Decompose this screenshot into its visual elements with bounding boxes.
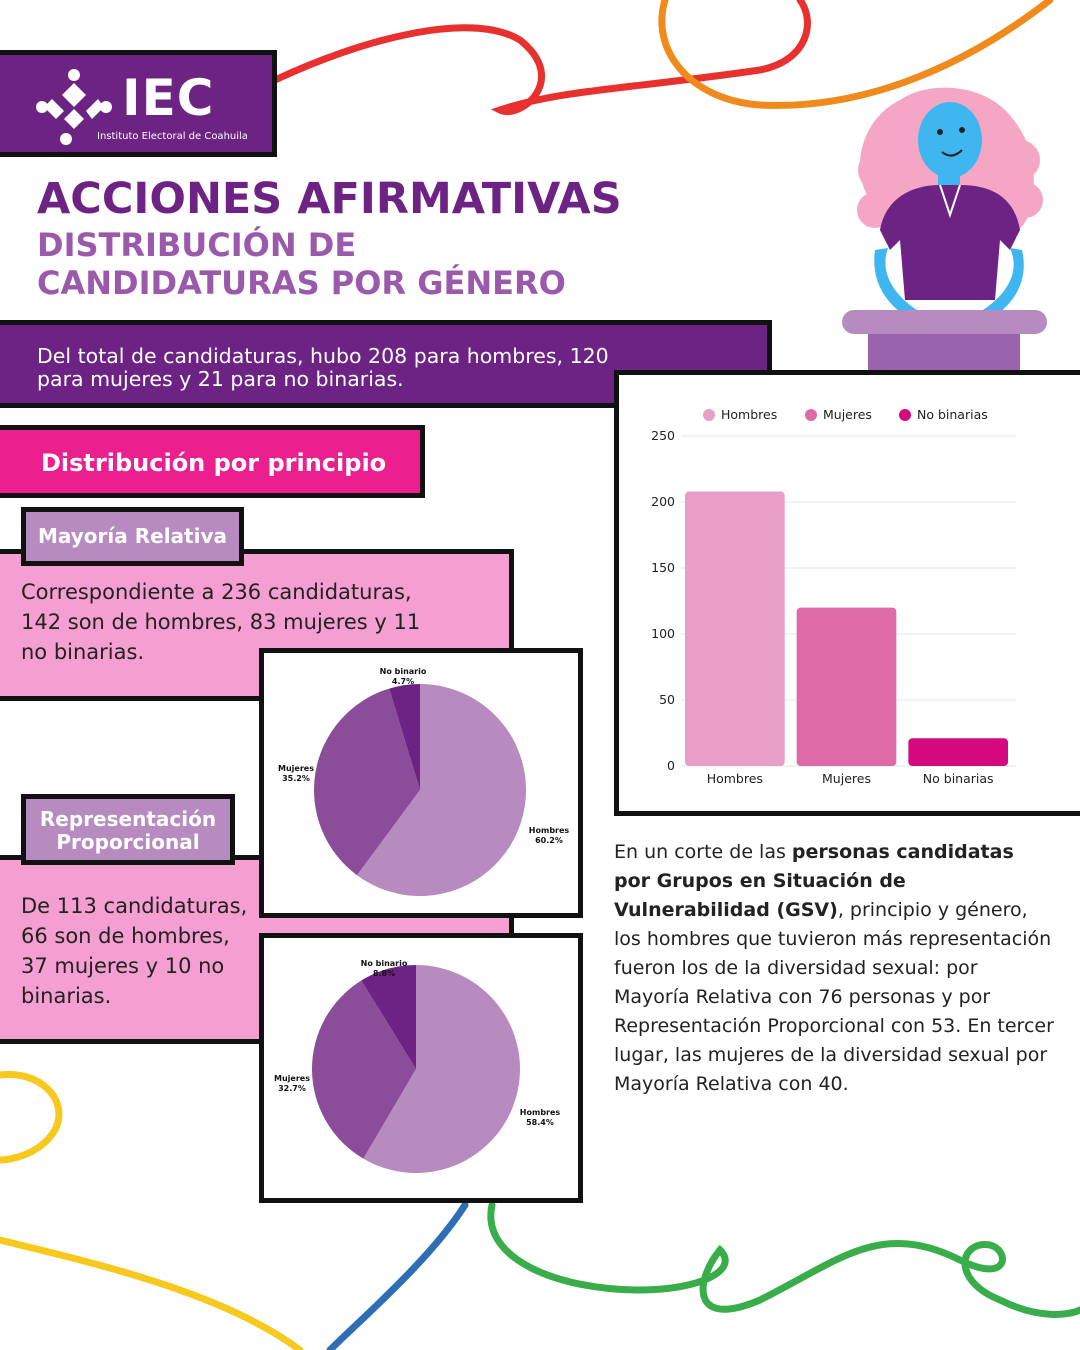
- subtitle-line-2: CANDIDATURAS POR GÉNERO: [37, 264, 566, 302]
- y-tick-label: 0: [667, 758, 675, 773]
- yellow-ribbon-left: [0, 1074, 59, 1160]
- green-ribbon: [491, 1205, 1080, 1314]
- pie-chart-representacion-svg: [264, 938, 578, 1198]
- pie-label-pct: 4.7%: [391, 677, 415, 686]
- representacion-tag-line-1: Representación: [39, 807, 217, 831]
- representacion-tag-line-2: Proporcional: [56, 830, 200, 854]
- paragraph-bold: personas candidatas por Grupos en Situación de Vulnerabilidad (GSV): [614, 841, 1014, 921]
- paragraph-part-2: , principio y género, los hombres que tuvieron más representación fueron los de la diversidad sexual: por Mayoría Relativa con 76 personas y por Representación Proporcional con 53. En tercer lugar, las mujeres de la diversidad sexual por Mayoría Relativa con 40.: [614, 899, 1054, 1095]
- subtitle: [37, 226, 597, 302]
- y-tick-label: 250: [651, 428, 675, 443]
- pie-label-pct: 35.2%: [282, 774, 310, 783]
- representacion-proporcional-text: De 113 candidaturas, 66 son de hombres, 37 mujeres y 10 no binarias.: [21, 894, 248, 1008]
- blue-ribbon: [330, 1205, 465, 1350]
- pie-label-name: Hombres: [519, 1108, 561, 1117]
- x-tick-label: Mujeres: [822, 771, 871, 786]
- x-tick-label: No binarias: [922, 771, 994, 786]
- red-ribbon: [275, 0, 807, 112]
- speaker-illustration: [830, 80, 1060, 380]
- pie-label-name: No binario: [360, 959, 408, 968]
- bar-no-binarias: [908, 738, 1008, 766]
- legend-label: Hombres: [721, 407, 778, 422]
- legend-swatch: [899, 409, 911, 421]
- y-tick-label: 200: [651, 494, 675, 509]
- x-tick-label: Hombres: [706, 771, 763, 786]
- logo-text: IEC: [122, 69, 215, 127]
- pie-label-pct: 60.2%: [535, 836, 563, 845]
- bar-chart-svg: [619, 375, 1080, 811]
- pie-label-pct: 8.8%: [372, 969, 396, 978]
- yellow-ribbon-bottom: [0, 1240, 300, 1350]
- pie-label-name: No binario: [379, 667, 427, 676]
- mayoria-relativa-tag: Mayoría Relativa: [21, 507, 244, 566]
- legend-label: Mujeres: [823, 407, 872, 422]
- main-title: ACCIONES AFIRMATIVAS: [37, 174, 622, 224]
- section-header-label: Distribución por principio: [41, 449, 387, 477]
- pie-label-pct: 58.4%: [526, 1118, 554, 1127]
- mayoria-relativa-text: Correspondiente a 236 candidaturas, 142 son de hombres, 83 mujeres y 11 no binarias.: [21, 580, 421, 664]
- logo-box: [0, 50, 277, 157]
- gsv-paragraph: [614, 838, 1054, 1099]
- section-header: [0, 425, 425, 498]
- subtitle-line-1: DISTRIBUCIÓN DE: [37, 226, 357, 264]
- legend-label: No binarias: [917, 407, 988, 422]
- summary-text: Del total de candidaturas, hubo 208 para hombres, 120 para mujeres y 21 para no binarias.: [37, 344, 609, 391]
- pie-chart-representacion: [259, 933, 583, 1203]
- pie-label-pct: 32.7%: [278, 1084, 306, 1093]
- pie-label-name: Hombres: [528, 826, 570, 835]
- bar-mujeres: [797, 608, 897, 766]
- pie-label-name: Mujeres: [274, 1074, 310, 1083]
- pie-chart-mayoria: [259, 648, 583, 918]
- paragraph-part-1: En un corte de las: [614, 841, 792, 863]
- logo-subtitle: Instituto Electoral de Coahuila: [97, 131, 248, 142]
- y-tick-label: 100: [651, 626, 675, 641]
- bar-chart: [614, 370, 1080, 816]
- legend-swatch: [805, 409, 817, 421]
- pie-label-name: Mujeres: [278, 764, 314, 773]
- pie-chart-mayoria-svg: [264, 653, 578, 913]
- bar-hombres: [685, 491, 785, 766]
- y-tick-label: 50: [659, 692, 675, 707]
- representacion-proporcional-tag: [21, 794, 235, 865]
- y-tick-label: 150: [651, 560, 675, 575]
- legend-swatch: [703, 409, 715, 421]
